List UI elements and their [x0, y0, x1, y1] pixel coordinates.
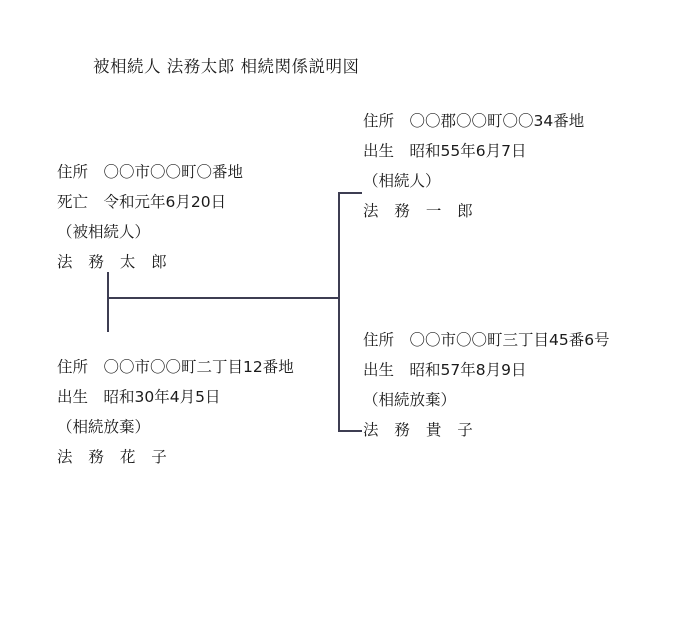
connector-vertical-decedent — [107, 272, 109, 332]
decedent-address: 住所 〇〇市〇〇町〇番地 — [57, 163, 244, 181]
person-block-decedent — [57, 157, 243, 277]
person-block-heir-1 — [363, 106, 584, 226]
heir-3-relation: （相続放棄） — [363, 391, 457, 409]
heir-2-name: 法 務 花 子 — [57, 448, 173, 466]
diagram-title: 被相続人 法務太郎 相続関係説明図 — [93, 57, 360, 76]
heir-1-address: 住所 〇〇郡〇〇町〇〇34番地 — [363, 112, 585, 130]
heir-1-birth-date: 出生 昭和55年6月7日 — [363, 142, 527, 160]
heir-1-relation: （相続人） — [363, 172, 441, 190]
connector-horizontal-heir-3 — [338, 430, 362, 432]
decedent-relation: （被相続人） — [57, 223, 151, 241]
person-block-heir-2 — [57, 352, 294, 472]
connector-horizontal-main — [107, 297, 339, 299]
decedent-death-date: 死亡 令和元年6月20日 — [57, 193, 227, 211]
heir-1-name: 法 務 一 郎 — [363, 202, 479, 220]
connector-horizontal-heir-1 — [338, 192, 362, 194]
person-block-heir-3 — [363, 325, 610, 445]
heir-2-relation: （相続放棄） — [57, 418, 151, 436]
heir-3-address: 住所 〇〇市〇〇町三丁目45番6号 — [363, 331, 610, 349]
heir-2-birth-date: 出生 昭和30年4月5日 — [57, 388, 221, 406]
heir-3-birth-date: 出生 昭和57年8月9日 — [363, 361, 527, 379]
heir-3-name: 法 務 貴 子 — [363, 421, 479, 439]
decedent-name: 法 務 太 郎 — [57, 253, 173, 271]
connector-vertical-heirs — [338, 192, 340, 432]
heir-2-address: 住所 〇〇市〇〇町二丁目12番地 — [57, 358, 294, 376]
